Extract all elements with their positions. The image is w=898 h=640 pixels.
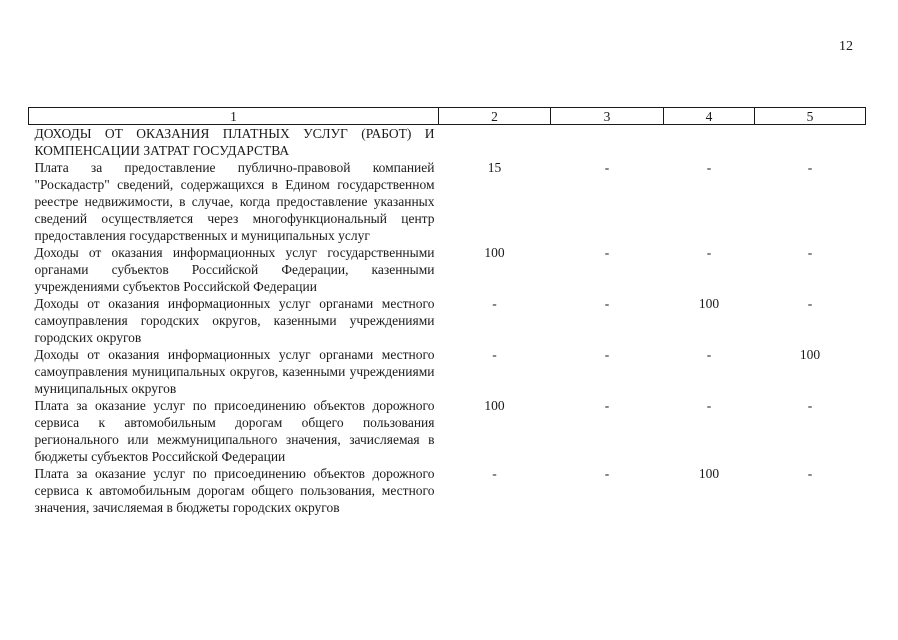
row-value-col-3: - (604, 347, 610, 362)
budget-revenue-table (28, 107, 866, 516)
table-row (29, 346, 866, 397)
section-row (29, 125, 866, 160)
row-value-col-4: 100 (698, 466, 720, 481)
page-number: 12 (839, 39, 853, 54)
row-value-col-5: - (807, 466, 813, 481)
row-name: Плата за оказание услуг по присоединению объектов дорожного сервиса к автомобильным дорогам общего пользования регионального или межмуниципального значения, зачисляемая в бюджеты субъектов Российской Федерации (34, 398, 435, 464)
row-value-col-4: - (706, 398, 712, 413)
table-header-row (29, 108, 866, 125)
table-row (29, 465, 866, 516)
section-title: ДОХОДЫ ОТ ОКАЗАНИЯ ПЛАТНЫХ УСЛУГ (РАБОТ) И КОМПЕНСАЦИИ ЗАТРАТ ГОСУДАРСТВА (34, 126, 435, 158)
table-row (29, 295, 866, 346)
row-value-col-4: 100 (698, 296, 720, 311)
row-name: Доходы от оказания информационных услуг органами местного самоуправления городских округов, казенными учреждениями городских округов (34, 296, 435, 345)
row-value-col-3: - (604, 398, 610, 413)
row-value-col-5: - (807, 160, 813, 175)
row-name: Доходы от оказания информационных услуг государственными органами субъектов Российской Федерации, казенными учреждениями субъектов Российской Федерации (34, 245, 435, 294)
row-value-col-2: - (492, 296, 497, 311)
header-col-1: 1 (29, 108, 439, 125)
row-value-col-4: - (706, 347, 712, 362)
row-value-col-3: - (604, 245, 610, 260)
row-value-col-2: - (492, 466, 497, 481)
header-col-3: 3 (551, 108, 664, 125)
row-value-col-4: - (706, 160, 712, 175)
table-row (29, 244, 866, 295)
row-name: Доходы от оказания информационных услуг органами местного самоуправления муниципальных округов, казенными учреждениями муниципальных округов (34, 347, 435, 396)
row-value-col-3: - (604, 466, 610, 481)
row-value-col-4: - (706, 245, 712, 260)
row-value-col-5: 100 (799, 347, 821, 362)
row-value-col-5: - (807, 245, 813, 260)
row-value-col-3: - (604, 296, 610, 311)
row-value-col-2: 100 (484, 398, 505, 413)
row-value-col-2: 100 (484, 245, 505, 260)
table-row (29, 397, 866, 465)
row-value-col-5: - (807, 296, 813, 311)
row-value-col-3: - (604, 160, 610, 175)
header-col-4: 4 (664, 108, 755, 125)
row-name: Плата за оказание услуг по присоединению объектов дорожного сервиса к автомобильным дорогам общего пользования, местного значения, зачисляемая в бюджеты городских округов (34, 466, 435, 515)
row-name: Плата за предоставление публично-правовой компанией "Роскадастр" сведений, содержащихся в Едином государственном реестре недвижимости, в случае, когда предоставление указанных сведений осуществляется через многофункциональный центр предоставления государственных и муниципальных услуг (34, 160, 435, 243)
table-row (29, 159, 866, 244)
row-value-col-2: 15 (487, 160, 502, 175)
row-value-col-5: - (807, 398, 813, 413)
row-value-col-2: - (492, 347, 497, 362)
header-col-5: 5 (755, 108, 866, 125)
header-col-2: 2 (439, 108, 551, 125)
